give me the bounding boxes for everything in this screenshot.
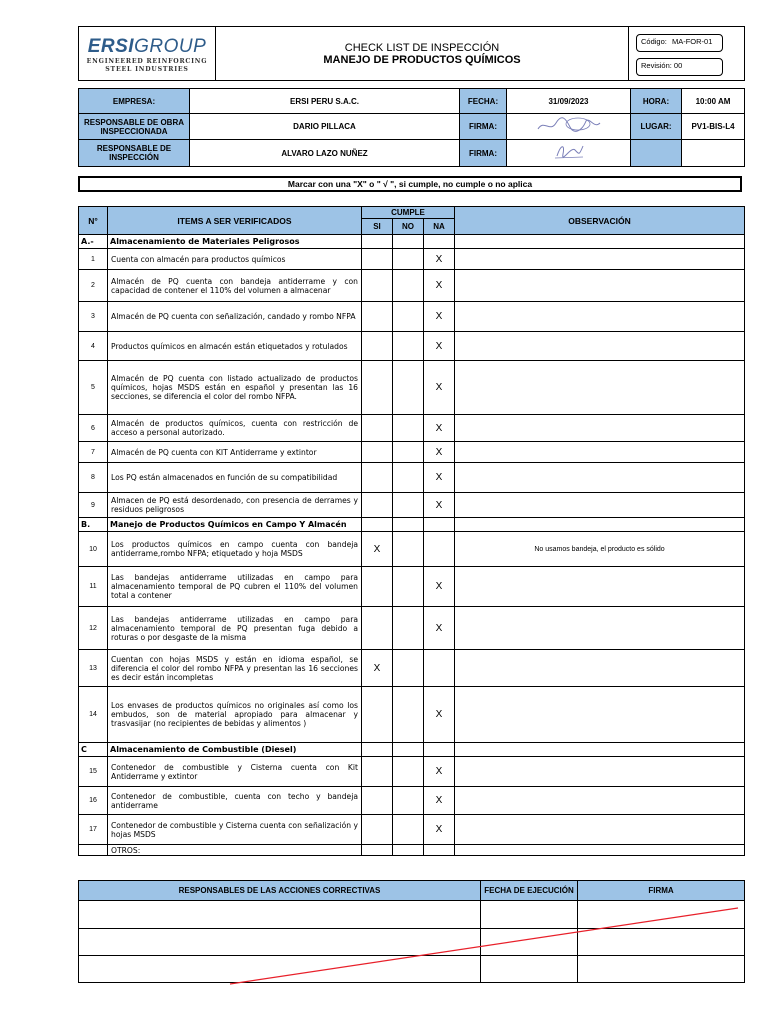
resp-insp-value: ALVARO LAZO NUÑEZ	[190, 140, 460, 167]
item-text: Almacen de PQ está desordenado, con presencia de derrames y residuos peligrosos	[108, 493, 362, 518]
section-title: Almacenamiento de Materiales Peligrosos	[108, 235, 362, 249]
item-number: 12	[79, 607, 108, 650]
si-mark: X	[362, 650, 393, 687]
revision: Revisión: 00	[641, 61, 683, 70]
code-label: Código:	[641, 37, 667, 46]
lugar-value: PV1-BIS-L4	[682, 114, 745, 140]
empresa-label: EMPRESA:	[79, 89, 190, 114]
col-si: SI	[362, 219, 393, 235]
item-text: Almacén de PQ cuenta con listado actualizado de productos químicos, hojas MSDS están en español y presentan las 16 secciones, se diferencia el color del rombo NFPA.	[108, 361, 362, 415]
resp-obra-label: RESPONSABLE DE OBRA INSPECCIONADA	[79, 114, 190, 140]
na-mark: X	[424, 249, 455, 270]
item-text: Los PQ están almacenados en función de su compatibilidad	[108, 463, 362, 493]
item-text: Las bandejas antiderrame utilizadas en campo para almacenamiento temporal de PQ cubren el 110% del volumen total a contener	[108, 567, 362, 607]
item-number: 5	[79, 361, 108, 415]
na-mark: X	[424, 757, 455, 787]
na-mark: X	[424, 332, 455, 361]
code-value: MA-FOR-01	[671, 37, 713, 46]
si-mark: X	[362, 532, 393, 567]
section-code: A.-	[79, 235, 108, 249]
item-text: Contenedor de combustible y Cisterna cuenta con señalización y hojas MSDS	[108, 815, 362, 845]
item-number: 9	[79, 493, 108, 518]
item-number: 6	[79, 415, 108, 442]
item-number: 2	[79, 270, 108, 302]
item-text: Cuentan con hojas MSDS y están en idioma español, se diferencia el color del rombo NFPA y presentan las 16 secciones es decir están incompletas	[108, 650, 362, 687]
item-text: Almacén de PQ cuenta con señalización, candado y rombo NFPA	[108, 302, 362, 332]
col-items: ITEMS A SER VERIFICADOS	[108, 207, 362, 235]
na-mark: X	[424, 270, 455, 302]
item-number: 14	[79, 687, 108, 743]
item-text: Los productos químicos en campo cuenta con bandeja antiderrame,rombo NFPA; etiquetado y hoja MSDS	[108, 532, 362, 567]
na-mark: X	[424, 607, 455, 650]
item-text: Cuenta con almacén para productos químicos	[108, 249, 362, 270]
lugar-label: LUGAR:	[631, 114, 682, 140]
item-number: 8	[79, 463, 108, 493]
otros-label: OTROS:	[108, 845, 362, 856]
brand-tagline-1: ENGINEERED REINFORCING	[86, 57, 208, 65]
actions-fecha-header: FECHA DE EJECUCIÓN	[481, 881, 578, 901]
resp-insp-label: RESPONSABLE DE INSPECCIÓN	[79, 140, 190, 167]
na-mark: X	[424, 463, 455, 493]
item-number: 7	[79, 442, 108, 463]
na-mark: X	[424, 442, 455, 463]
fecha-label: FECHA:	[460, 89, 507, 114]
na-mark: X	[424, 415, 455, 442]
item-number: 17	[79, 815, 108, 845]
actions-responsables-header: RESPONSABLES DE LAS ACCIONES CORRECTIVAS	[79, 881, 481, 901]
item-number: 10	[79, 532, 108, 567]
section-code: C	[79, 743, 108, 757]
item-number: 15	[79, 757, 108, 787]
item-number: 13	[79, 650, 108, 687]
hora-value: 10:00 AM	[682, 89, 745, 114]
item-number: 16	[79, 787, 108, 815]
na-mark: X	[424, 493, 455, 518]
item-text: Almacén de PQ cuenta con KIT Antiderrame y extintor	[108, 442, 362, 463]
empresa-value: ERSI PERU S.A.C.	[190, 89, 460, 114]
hora-label: HORA:	[631, 89, 682, 114]
col-no: NO	[393, 219, 424, 235]
col-obs: OBSERVACIÓN	[455, 207, 745, 235]
na-mark: X	[424, 787, 455, 815]
section-title: Almacenamiento de Combustible (Diesel)	[108, 743, 362, 757]
firma-label: FIRMA:	[460, 114, 507, 140]
item-number: 1	[79, 249, 108, 270]
col-na: NA	[424, 219, 455, 235]
item-number: 4	[79, 332, 108, 361]
na-mark: X	[424, 815, 455, 845]
item-text: Almacén de productos químicos, cuenta con restricción de acceso a personal autorizado.	[108, 415, 362, 442]
na-mark: X	[424, 361, 455, 415]
item-text: Los envases de productos químicos no originales así como los embudos, son de material apropiado para almacenar y trasvasijar (no recipientes de bebidas y alimentos )	[108, 687, 362, 743]
brand-tagline-2: STEEL INDUSTRIES	[105, 65, 189, 73]
col-num: N°	[79, 207, 108, 235]
item-text: Almacén de PQ cuenta con bandeja antiderrame y con capacidad de contener el 110% del volumen a almacenar	[108, 270, 362, 302]
brand-logo: ERSIGROUP	[87, 35, 207, 57]
fecha-value: 31/09/2023	[507, 89, 631, 114]
item-number: 11	[79, 567, 108, 607]
document-subtitle: MANEJO DE PRODUCTOS QUÍMICOS	[323, 53, 521, 66]
instruction-banner: Marcar con una "X" o " √ ", si cumple, no cumple o no aplica	[78, 176, 742, 192]
resp-obra-value: DARIO PILLACA	[190, 114, 460, 140]
item-text: Contenedor de combustible, cuenta con techo y bandeja antiderrame	[108, 787, 362, 815]
na-mark: X	[424, 567, 455, 607]
observation: No usamos bandeja, el producto es sólido	[455, 532, 745, 567]
section-code: B.	[79, 518, 108, 532]
item-text: Productos químicos en almacén están etiquetados y rotulados	[108, 332, 362, 361]
item-text: Contenedor de combustible y Cisterna cuenta con Kit Antiderrame y extintor	[108, 757, 362, 787]
item-number: 3	[79, 302, 108, 332]
section-title: Manejo de Productos Químicos en Campo Y Almacén	[108, 518, 362, 532]
document-title: CHECK LIST DE INSPECCIÓN	[344, 41, 500, 54]
actions-firma-header: FIRMA	[578, 881, 745, 901]
col-cumple: CUMPLE	[362, 207, 455, 219]
item-text: Las bandejas antiderrame utilizadas en campo para almacenamiento temporal de PQ presentan fuga debido a roturas o por desgaste de la misma	[108, 607, 362, 650]
na-mark: X	[424, 302, 455, 332]
firma2-label: FIRMA:	[460, 140, 507, 167]
na-mark: X	[424, 687, 455, 743]
